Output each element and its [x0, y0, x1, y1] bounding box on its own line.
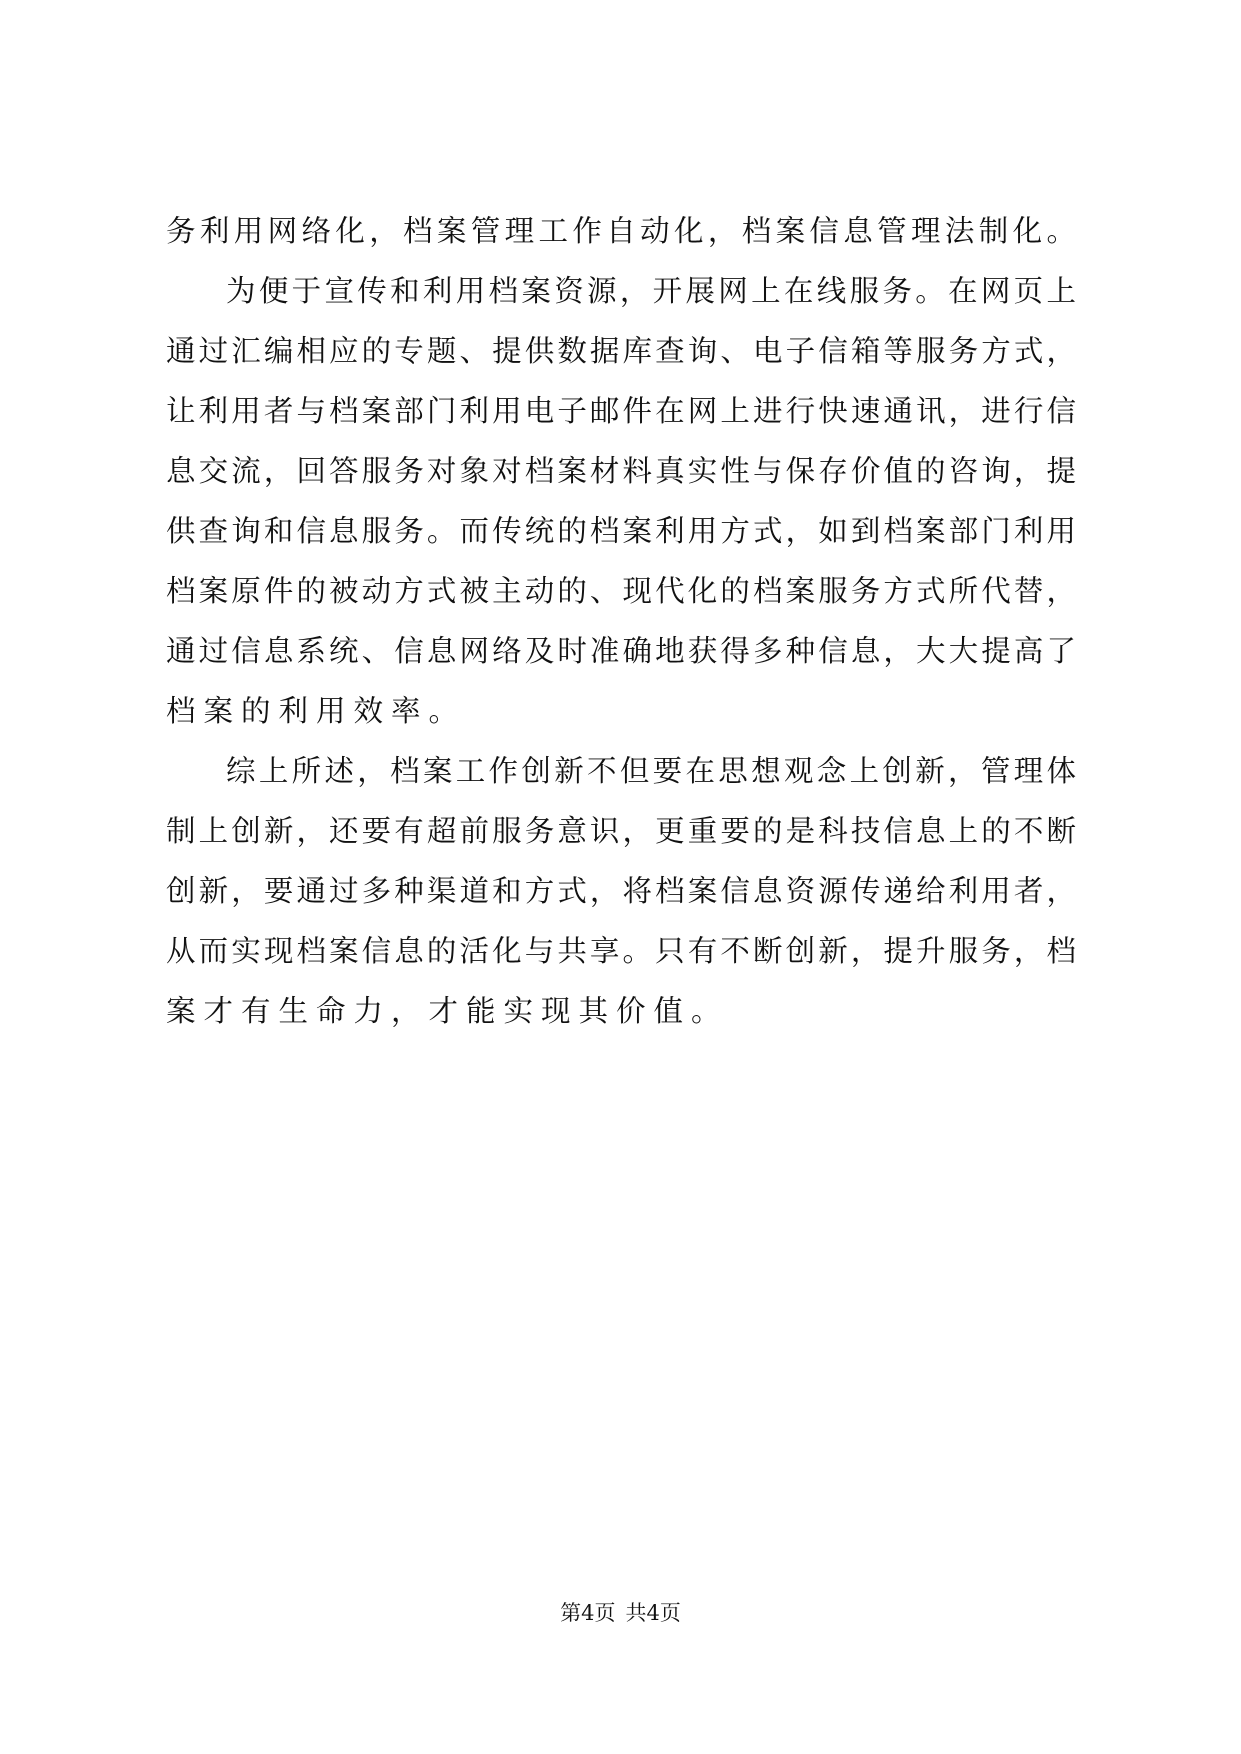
text-line: 案才有生命力，才能实现其价值。 — [166, 994, 729, 1028]
text-line: 制上创新，还要有超前服务意识，更重要的是科技信息上的不断 — [166, 814, 1076, 848]
text-line: 为便于宣传和利用档案资源，开展网上在线服务。在网页上 — [226, 274, 1076, 308]
text-line: 通过信息系统、信息网络及时准确地获得多种信息，大大提高了 — [166, 634, 1076, 668]
text-line: 从而实现档案信息的活化与共享。只有不断创新，提升服务，档 — [166, 934, 1076, 968]
page-total: 共4页 — [625, 1601, 681, 1625]
text-line: 综上所述，档案工作创新不但要在思想观念上创新，管理体 — [226, 754, 1076, 788]
text-line: 供查询和信息服务。而传统的档案利用方式，如到档案部门利用 — [166, 514, 1076, 548]
text-line: 创新，要通过多种渠道和方式，将档案信息资源传递给利用者， — [166, 874, 1076, 908]
document-body — [166, 201, 1076, 1041]
page-number: 第4页 — [560, 1601, 616, 1625]
text-line: 务利用网络化，档案管理工作自动化，档案信息管理法制化。 — [166, 214, 1076, 248]
text-line: 通过汇编相应的专题、提供数据库查询、电子信箱等服务方式， — [166, 334, 1076, 368]
text-line: 档案的利用效率。 — [166, 694, 467, 728]
page-footer — [0, 1598, 1241, 1628]
text-line: 档案原件的被动方式被主动的、现代化的档案服务方式所代替， — [166, 574, 1076, 608]
text-line: 让利用者与档案部门利用电子邮件在网上进行快速通讯，进行信 — [166, 394, 1076, 428]
text-line: 息交流，回答服务对象对档案材料真实性与保存价值的咨询，提 — [166, 454, 1076, 488]
